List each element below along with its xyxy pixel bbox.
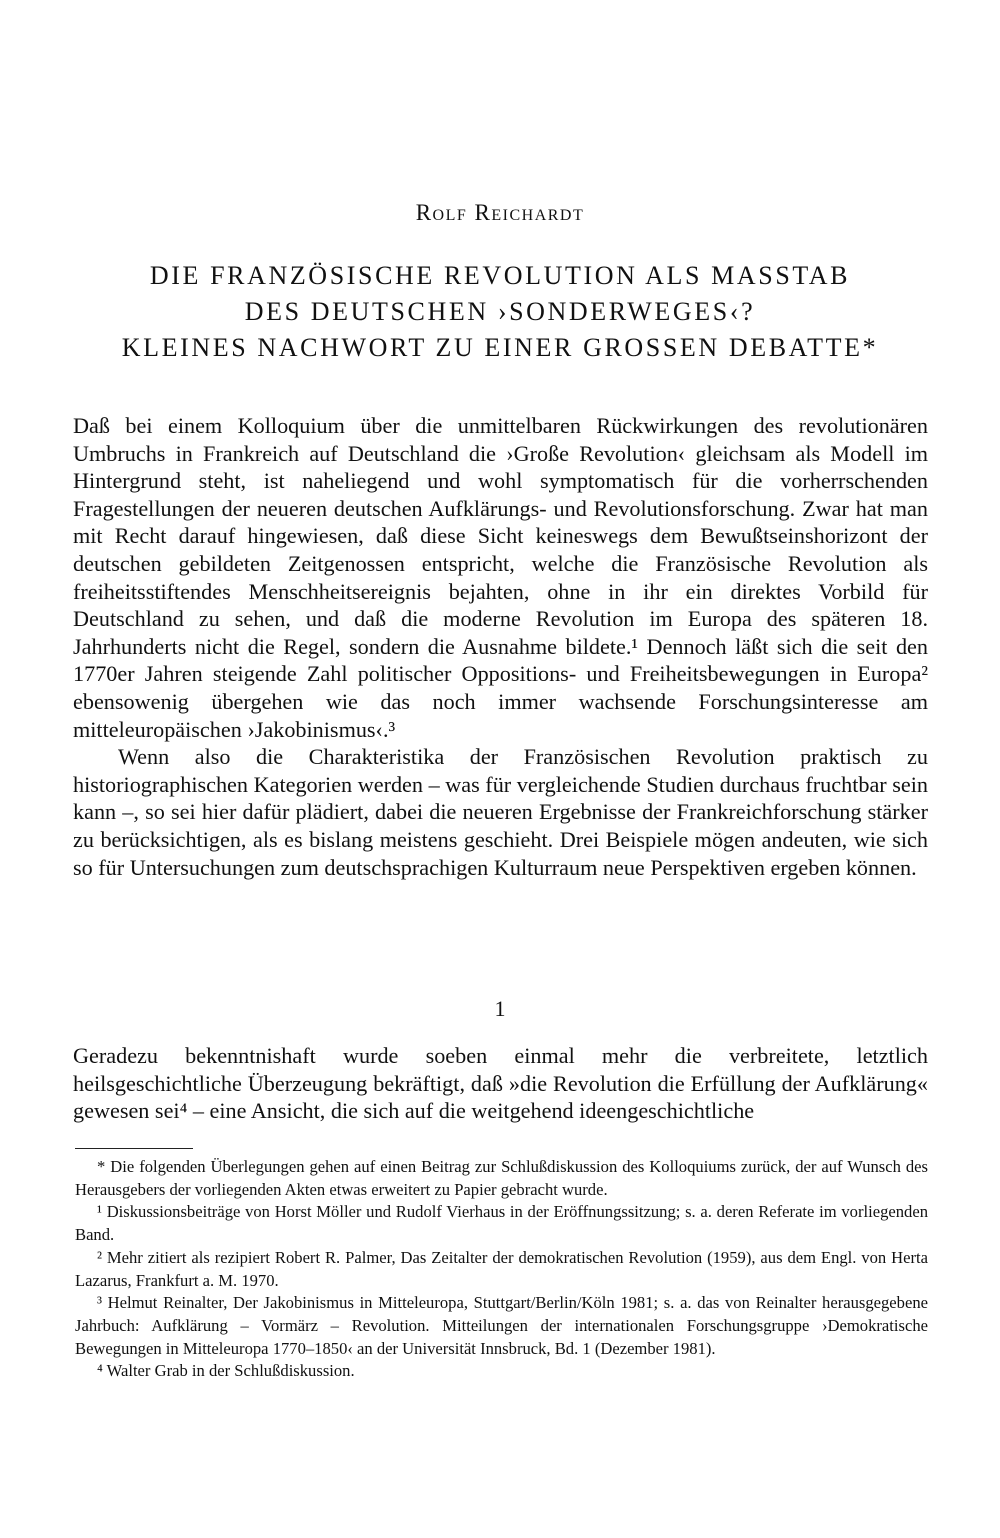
footnote-1: ¹ Diskussionsbeiträge von Horst Möller und Rudolf Vierhaus in der Eröffnungssitzung; s. a. deren Referate im vorliegenden Band. [75, 1202, 928, 1245]
footnote-4: ⁴ Walter Grab in der Schlußdiskussion. [97, 1361, 355, 1381]
body-paragraph-3: Geradezu bekenntnishaft wurde soeben einmal mehr die verbreitete, letztlich heilsgeschichtliche Überzeugung bekräftigt, daß »die Revolution die Erfüllung der Aufklärung« gewesen sei⁴ – eine Ansicht, die sich auf die weitgehend ideengeschichtliche [73, 1043, 928, 1124]
body-paragraph-1: Daß bei einem Kolloquium über die unmittelbaren Rückwirkungen des revolutionären Umbruchs in Frankreich auf Deutschland die ›Große Revolution‹ gleichsam als Modell im Hintergrund steht, ist naheliegend und wohl symptomatisch für die vorherrschenden Fragestellungen der neueren deutschen Aufklärungs- und Revolutionsforschung. Zwar hat man mit Recht darauf hingewiesen, daß diese Sicht keineswegs dem Bewußtseinshorizont der deutschen gebildeten Zeitgenossen entspricht, welche die Französische Revolution als freiheitsstiftendes Menschheitsereignis bejahten, ohne in ihr ein direktes Vorbild für Deutschland zu sehen, und daß die moderne Revolution im Europa des späteren 18. Jahrhunderts nicht die Regel, sondern die Ausnahme bildete.¹ Dennoch läßt sich die seit den 1770er Jahren steigende Zahl politischer Oppositions- und Freiheitsbewegungen in Europa² ebensowenig übergehen wie das noch immer wachsende Forschungsinteresse am mitteleuropäischen ›Jakobinismus‹.³ [73, 413, 928, 742]
intro-section [73, 412, 928, 881]
footnotes [75, 1156, 928, 1383]
title-line-2: DES DEUTSCHEN ›SONDERWEGES‹? [244, 297, 756, 326]
author-name: Rolf Reichardt [415, 200, 585, 225]
footnote-2: ² Mehr zitiert als rezipiert Robert R. Palmer, Das Zeitalter der demokratischen Revolution (1959), aus dem Engl. von Herta Lazarus, Frankfurt a. M. 1970. [75, 1247, 928, 1290]
title-line-1: DIE FRANZÖSISCHE REVOLUTION ALS MASSTAB [149, 261, 851, 290]
footnote-3: ³ Helmut Reinalter, Der Jakobinismus in Mitteleuropa, Stuttgart/Berlin/Köln 1981; s. a. das von Reinalter herausgegebene Jahrbuch: Aufklärung – Vormärz – Revolution. Mitteilungen der internationalen Forschungsgruppe ›Demokratische Bewegungen in Mitteleuropa 1770–1850‹ an der Universität Innsbruck, Bd. 1 (Dezember 1981). [75, 1293, 928, 1358]
section-1 [73, 1042, 928, 1125]
body-paragraph-2: Wenn also die Charakteristika der Französischen Revolution praktisch zu historiographischen Kategorien werden – was für vergleichende Studien durchaus fruchtbar sein kann –, so sei hier dafür plädiert, dabei die neueren Ergebnisse der Frankreichforschung stärker zu berücksichtigen, als es bislang meistens geschieht. Drei Beispiele mögen andeuten, wie sich so für Untersuchungen zum deutschsprachigen Kulturraum neue Perspektiven ergeben können. [73, 744, 928, 880]
title-line-3: KLEINES NACHWORT ZU EINER GROSSEN DEBATTE* [121, 333, 879, 362]
footnote-star: * Die folgenden Überlegungen gehen auf einen Beitrag zur Schlußdiskussion des Kolloquiums zurück, der auf Wunsch des Herausgebers der vorliegenden Akten etwas erweitert zu Papier gebracht wurde. [75, 1157, 928, 1199]
section-number: 1 [494, 996, 506, 1021]
footnote-divider [75, 1148, 193, 1149]
article-title [0, 258, 1000, 366]
